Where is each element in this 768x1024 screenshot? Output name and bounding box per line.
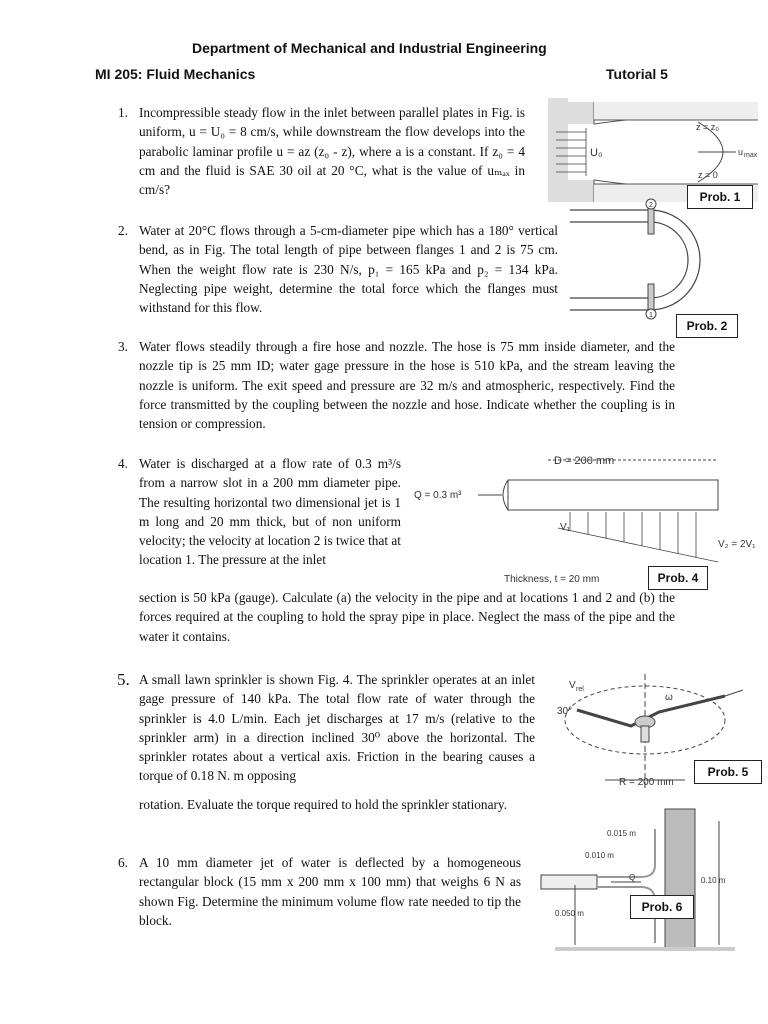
- fig5-radius-label: R = 200 mm: [619, 777, 674, 788]
- problem-1-text: Incompressible steady flow in the inlet between parallel plates in Fig. is uniform, u = U₀ = 8 cm/s, while downstream the flow develops into the parabolic laminar profile u = az (z₀ - z), where a is a constant. If z₀ = 4 cm and the fluid is SAE 30 oil at 20 °C, what is the value of uₘₐₓ in cm/s?: [139, 105, 525, 198]
- fig2-flange-2: 2: [649, 202, 653, 209]
- problem-2-number: 2.: [118, 223, 128, 238]
- fig1-top-label: z = z₀: [696, 122, 719, 132]
- fig6-height-label: 0.10 m: [701, 876, 726, 885]
- fig1-max-label: u: [738, 147, 744, 157]
- prob-4-figure-label: Prob. 4: [648, 566, 708, 590]
- fig1-inlet-label: U₀: [590, 147, 603, 159]
- fig4-thickness-label: Thickness, t = 20 mm: [504, 574, 600, 585]
- fig1-bottom-label: z = 0: [698, 170, 718, 180]
- problem-4-number: 4.: [118, 456, 128, 471]
- problem-5-text-top: A small lawn sprinkler is shown Fig. 4. The sprinkler operates at an inlet gage pressure of 140 kPa. The total flow rate of water through the sprinkler is 4.0 L/min. Each jet discharges at 17 m/s (relative to the sprinkler arm) in a direction inclined 30⁰ above the horizontal. The sprinkler rotates about a vertical axis. Friction in the bearing causes a torque of 0.18 N. m opposing: [139, 672, 535, 784]
- fig4-v1-label: V₁: [560, 522, 571, 533]
- problem-5-number: 5.: [117, 670, 130, 689]
- fig1-max-sub: max: [744, 152, 758, 159]
- fig6-base-label: 0.050 m: [555, 909, 584, 918]
- department-title: Department of Mechanical and Industrial Engineering: [192, 40, 547, 56]
- problem-6-number: 6.: [118, 855, 128, 870]
- tutorial-number: Tutorial 5: [606, 66, 668, 82]
- problem-4-text-top: Water is discharged at a flow rate of 0.3 m³/s from a narrow slot in a 200 mm diameter pipe. The resulting horizontal two dimensional jet is 1 m long and 20 mm thick, but of non uniform velocity; the velocity at location 2 is twice that at location 1. The pressure at the inlet: [139, 456, 401, 568]
- fig4-diameter-label: D = 200 mm: [554, 455, 615, 467]
- problem-3-text: Water flows steadily through a fire hose and nozzle. The hose is 75 mm inside diameter, and the nozzle tip is 25 mm ID; water gage pressure in the hose is 510 kPa, and the stream leaving the nozzle is uniform. The exit speed and pressure are 32 m/s and atmospheric, respectively. Find the force transmitted by the coupling between the nozzle and hose. Indicate whether the coupling is in tension or compression.: [139, 339, 675, 432]
- prob-6-figure-label: Prob. 6: [630, 895, 694, 919]
- problem-6-figure: [537, 805, 737, 955]
- prob-2-figure-label: Prob. 2: [676, 314, 738, 338]
- fig6-d2-label: 0.010 m: [585, 851, 614, 860]
- fig2-flange-1: 1: [649, 312, 653, 319]
- problem-5-text-bottom: rotation. Evaluate the torque required to hold the sprinkler stationary.: [139, 797, 508, 812]
- problem-4-figure: [408, 450, 756, 585]
- fig5-vrel-sub: rel: [576, 686, 584, 693]
- fig5-angle-label: 30°: [557, 706, 573, 717]
- problem-2-text: Water at 20°C flows through a 5-cm-diameter pipe which has a 180° vertical bend, as in Fig. The total length of pipe between flanges 1 and 2 is 75 cm. When the weight flow rate is 230 N/s, p₁ = 165 kPa and p₂ = 134 kPa. Neglecting pipe weight, determine the total force which the flanges must withstand for this flow.: [139, 223, 558, 316]
- problem-3-number: 3.: [118, 339, 128, 354]
- fig6-d1-label: 0.015 m: [607, 829, 636, 838]
- course-title: MI 205: Fluid Mechanics: [95, 66, 256, 82]
- problem-2-figure: [570, 200, 740, 320]
- fig4-v2-label: V₂ = 2V₁: [718, 539, 756, 550]
- prob-5-figure-label: Prob. 5: [694, 760, 762, 784]
- problem-6-text: A 10 mm diameter jet of water is deflected by a homogeneous rectangular block (15 mm x 200 mm x 100 mm) that weighs 6 N as shown Fig. Determine the minimum volume flow rate needed to tip the block.: [139, 855, 521, 928]
- problem-1-number: 1.: [118, 105, 128, 120]
- prob-1-figure-label: Prob. 1: [687, 185, 753, 209]
- fig5-vrel-label: V: [569, 680, 576, 691]
- problem-4-text-bottom: section is 50 kPa (gauge). Calculate (a) the velocity in the pipe and at locations 1 and 2 and (b) the forces required at the coupling to hold the spray pipe in place. Neglect the mass of the pipe and the water it contains.: [139, 590, 675, 644]
- fig5-omega-label: ω: [665, 692, 673, 703]
- fig4-flow-label: Q = 0.3 m³: [414, 490, 462, 501]
- fig6-jet-label: Q: [629, 873, 636, 882]
